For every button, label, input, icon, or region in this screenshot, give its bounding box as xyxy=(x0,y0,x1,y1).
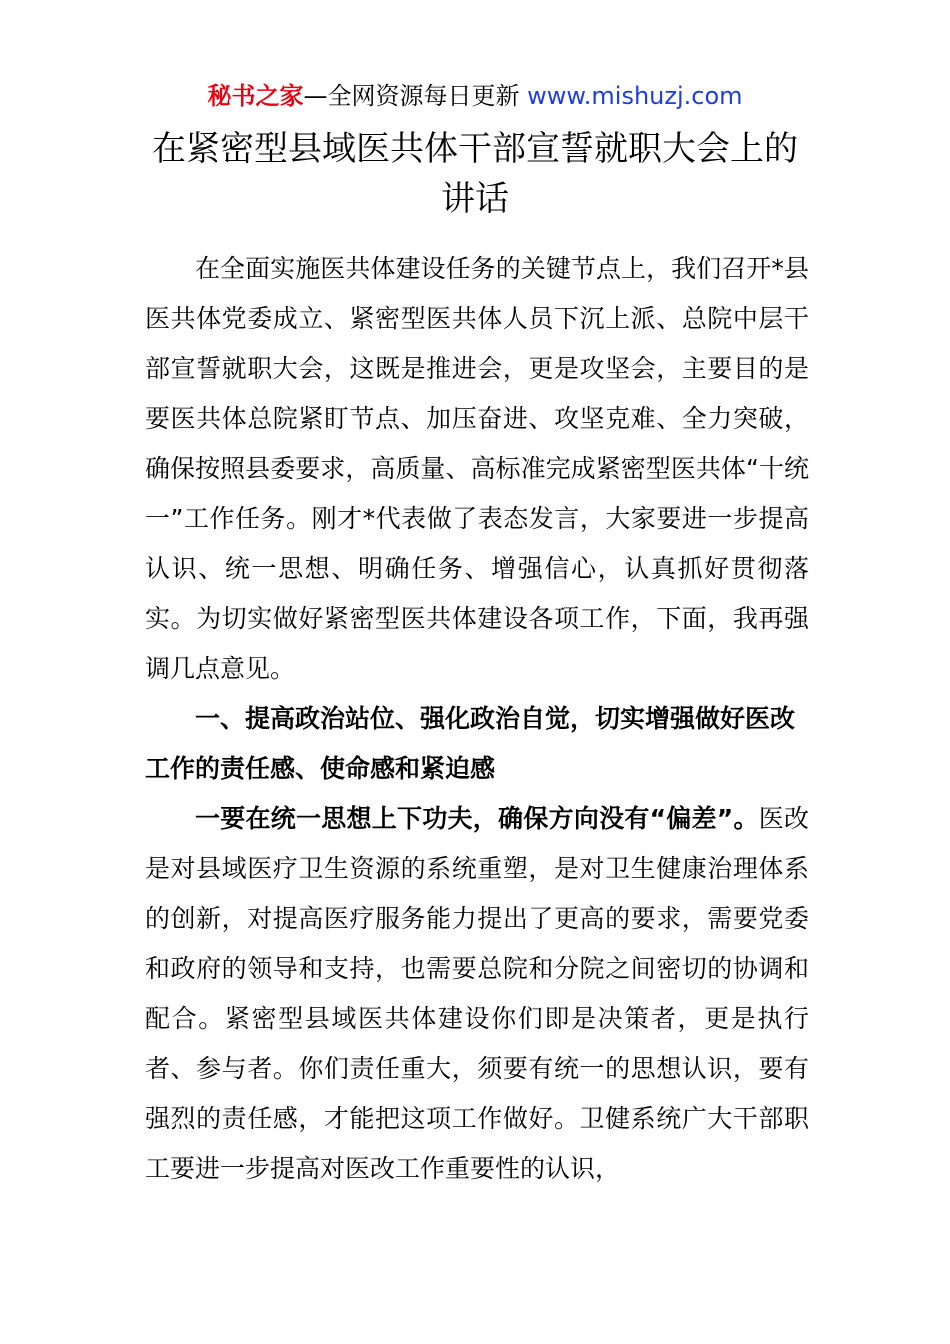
section-heading-1: 一、提高政治站位、强化政治自觉，切实增强做好医改工作的责任感、使命感和紧迫感 xyxy=(145,704,796,783)
document-body xyxy=(145,244,809,1194)
site-url-link[interactable]: www.mishuzj.com xyxy=(527,82,743,110)
site-slogan: —全网资源每日更新 xyxy=(303,82,528,110)
point-paragraph-1 xyxy=(145,794,809,1194)
document-title: 在紧密型县域医共体干部宣誓就职大会上的讲话 xyxy=(152,129,798,219)
intro-paragraph: 在全面实施医共体建设任务的关键节点上，我们召开*县医共体党委成立、紧密型医共体人员下沉上派、总院中层干部宣誓就职大会，这既是推进会，更是攻坚会，主要目的是要医共体总院紧盯节点、加压奋进、攻坚克难、全力突破，确保按照县委要求，高质量、高标准完成紧密型医共体“十统一”工作任务。刚才*代表做了表态发言，大家要进一步提高认识、统一思想、明确任务、增强信心，认真抓好贯彻落实。为切实做好紧密型医共体建设各项工作，下面，我再强调几点意见。 xyxy=(145,254,809,683)
site-header xyxy=(0,78,950,114)
site-brand: 秘书之家 xyxy=(207,82,304,110)
point-body-1: 医改是对县域医疗卫生资源的系统重塑，是对卫生健康治理体系的创新，对提高医疗服务能力提出了更高的要求，需要党委和政府的领导和支持，也需要总院和分院之间密切的协调和配合。紧密型县域医共体建设你们即是决策者，更是执行者、参与者。你们责任重大，须要有统一的思想认识，要有强烈的责任感，才能把这项工作做好。卫健系统广大干部职工要进一步提高对医改工作重要性的认识， xyxy=(145,804,809,1183)
point-lead-1: 一要在统一思想上下功夫，确保方向没有“偏差”。 xyxy=(195,804,759,833)
